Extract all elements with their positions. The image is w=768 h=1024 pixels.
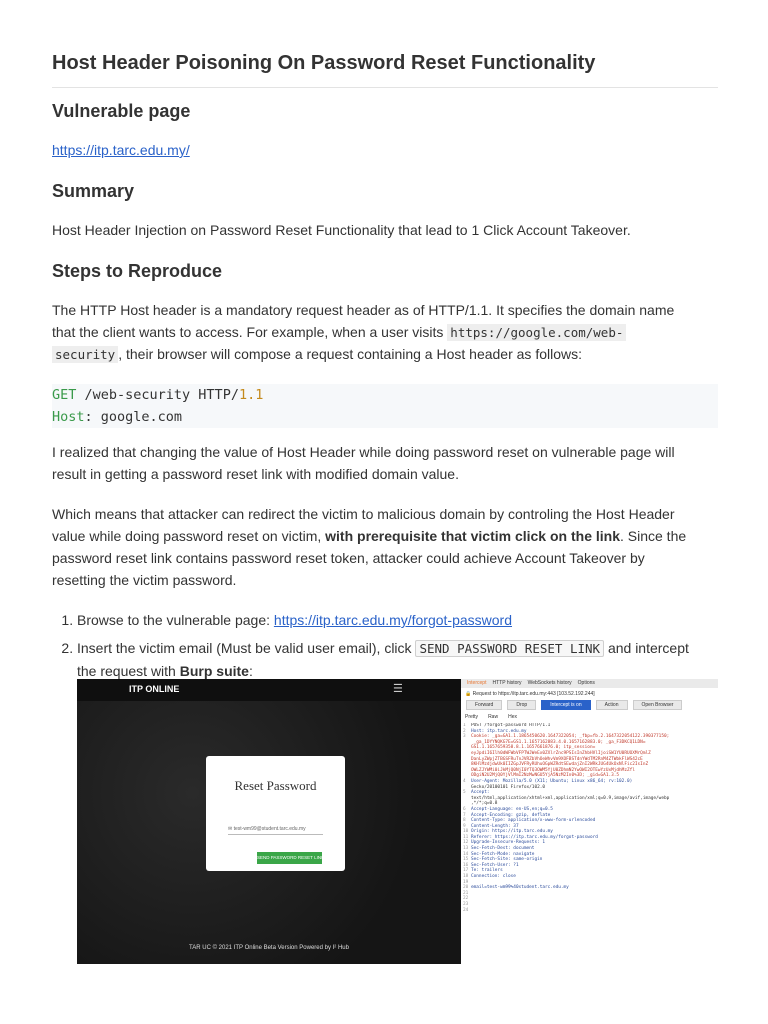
request-line-text: DanLyZWpjZTBGSFRuTnJVRZbVhOeWhvVm9XOFBSTdnYWdTM2RnM4ZTWbkFlWS42cE xyxy=(471,756,643,762)
itp-reset-page xyxy=(77,679,461,964)
request-line-text: 8KHlMzdjdwUk0IIZGpJVFRyRUhuOGpWZRdtSEwdajZnI2WRkJUG4UkOxNlFic2IsInZ xyxy=(471,762,649,768)
line-number: 3 xyxy=(463,734,466,740)
request-line-text: Referer: https://itp.tarc.edu.my/forgot-password xyxy=(471,834,598,840)
steps-p1-line1: The HTTP Host header is a mandatory request header as of HTTP/1.1. It specifies the domain name xyxy=(52,302,675,318)
code-block xyxy=(52,384,718,428)
email-field[interactable] xyxy=(228,826,323,835)
burp-panel xyxy=(461,679,718,964)
burp-control-button[interactable]: Open Browser xyxy=(633,700,683,710)
reset-card xyxy=(206,756,345,871)
request-line-text: GS1.1.1657659358.8.1.1657661876.0; itp_session= xyxy=(471,745,596,751)
burp-request-body xyxy=(463,723,715,913)
line-number: 16 xyxy=(463,862,469,868)
lock-icon: 🔒 xyxy=(465,691,472,697)
inline-code-url: https://google.com/web- xyxy=(447,324,626,341)
burp-view-tab[interactable]: Hex xyxy=(508,714,517,720)
line-number: 21 xyxy=(463,890,469,896)
line-number: 15 xyxy=(463,857,469,863)
request-line-text: Content-Type: application/x-www-form-urlencoded xyxy=(471,818,596,824)
list-item-text-3: the request with xyxy=(77,663,180,679)
itp-footer: TAR UC © 2021 ITP Online Beta Version Powered by I² Hub xyxy=(189,945,349,951)
request-line-text: _ga_1DYYNQKG7E=GS1.1.1657162883.4.0.1657162883.0; _ga_F3DKCQ1LDN= xyxy=(471,739,646,745)
request-line-text: OWLZJYWMi0iJkMjQ0NjI0YTQ3OWM5YjU0ZDhmN2YwOWI2OTEwYzUxMjdhMzZfl xyxy=(471,767,635,773)
steps-p2-line2: result in getting a password reset link with modified domain value. xyxy=(52,466,459,482)
page-title: Host Header Poisoning On Password Reset Functionality xyxy=(52,52,596,74)
mail-icon: ✉ xyxy=(228,826,233,832)
burp-control-button[interactable]: Drop xyxy=(507,700,536,710)
line-number: 20 xyxy=(463,885,469,891)
request-line-text: Te: trailers xyxy=(471,868,503,874)
list-item-colon: : xyxy=(248,663,253,679)
steps-p3-line2 xyxy=(52,525,686,547)
line-number: 11 xyxy=(463,834,469,840)
burp-view-tab[interactable]: Raw xyxy=(488,714,499,720)
burp-control-button[interactable]: Forward xyxy=(466,700,502,710)
line-number: 5 xyxy=(463,790,466,796)
burp-control-button[interactable]: Action xyxy=(596,700,628,710)
burp-view-tabs xyxy=(465,714,527,720)
line-number: 10 xyxy=(463,829,469,835)
line-number: 6 xyxy=(463,806,466,812)
inline-code-button-label: SEND PASSWORD RESET LINK xyxy=(415,640,604,657)
steps-p3-text: value while doing password reset on victim, xyxy=(52,528,322,544)
code-version: 1.1 xyxy=(238,387,264,403)
line-number: 9 xyxy=(463,823,466,829)
code-host-key: Host xyxy=(52,409,85,425)
steps-p1-line2 xyxy=(52,321,626,344)
email-value: test-wm99@student.tarc.edu.my xyxy=(233,826,306,832)
line-number: 1 xyxy=(463,723,466,728)
list-item xyxy=(77,609,718,631)
steps-p2-line1: I realized that changing the value of Host Header while doing password reset on vulnerable page will xyxy=(52,444,675,460)
steps-p3-bold: with prerequisite that victim click on the link xyxy=(325,528,620,544)
burp-tab[interactable]: Options xyxy=(577,680,595,686)
steps-p3-line1: Which means that attacker can redirect the victim to malicious domain by controling the Host Header xyxy=(52,506,675,522)
request-line-text: Upgrade-Insecure-Requests: 1 xyxy=(471,840,546,846)
steps-p3-line4: resetting the victim password. xyxy=(52,572,237,588)
request-line-text: eyJpdiI6Ilh0dWFWbVFPTWJWeEx0ZXlrZnc9PSIsInZhbHVlIjoiSW1YU0RUOXMrQmlZ xyxy=(471,750,651,756)
burp-tab[interactable]: WebSockets history xyxy=(527,680,572,686)
line-number: 7 xyxy=(463,812,466,818)
request-line-text: Cookie: _ga=GA1.1.1865450620.1647322054; _fbp=fb.2.1647322054122.390377150; xyxy=(471,734,670,740)
burp-view-tab[interactable]: Pretty xyxy=(465,714,479,720)
line-number: 22 xyxy=(463,896,469,902)
steps-p3-line3: password reset link contains password reset token, attacker could achieve Account Takeover by xyxy=(52,550,645,566)
code-host-value: : google.com xyxy=(84,409,183,425)
vulnerable-heading: Vulnerable page xyxy=(52,101,191,121)
request-line-text: ODgiN2U2MjQ0YjVlMmI2NzMwNGU5YjA5NzM2In0%3D; _gid=GA1.3.5 xyxy=(471,773,620,779)
request-line-text: Host: itp.tarc.edu.my xyxy=(471,728,527,734)
vulnerable-link[interactable]: https://itp.tarc.edu.my/ xyxy=(52,142,190,158)
request-line-text: Sec-Fetch-Dest: document xyxy=(471,846,535,852)
burp-suite-bold: Burp suite xyxy=(179,663,249,679)
line-number: 19 xyxy=(463,879,469,885)
request-line-text: text/html,application/xhtml+xml,application/xml;q=0.9,image/avif,image/webp xyxy=(471,795,670,801)
code-method: GET xyxy=(52,387,77,403)
steps-list xyxy=(52,609,718,688)
code-path: /web-security HTTP/ xyxy=(76,387,239,403)
burp-control-button[interactable]: Intercept is on xyxy=(541,700,590,710)
request-line-text: Gecko/20100101 Firefox/102.0 xyxy=(471,784,546,790)
line-number: 17 xyxy=(463,868,469,874)
code-line-2 xyxy=(52,406,718,428)
reset-card-title: Reset Password xyxy=(234,778,317,793)
steps-p3-text-2: . Since the xyxy=(619,528,687,544)
title-divider xyxy=(52,87,718,88)
itp-brand: ITP ONLINE xyxy=(129,684,180,694)
list-item-text: Browse to the vulnerable page: xyxy=(77,612,274,628)
list-item xyxy=(77,637,718,682)
request-line-text: Sec-Fetch-Mode: navigate xyxy=(471,851,535,857)
summary-heading: Summary xyxy=(52,181,135,201)
request-line-text: Accept-Language: en-US,en;q=0.5 xyxy=(471,806,553,812)
line-number: 12 xyxy=(463,840,469,846)
request-line-text: User-Agent: Mozilla/5.0 (X11; Ubuntu; Linux x86_64; rv:102.0) xyxy=(471,778,633,784)
request-line-text: Accept-Encoding: gzip, deflate xyxy=(471,812,551,818)
code-line-1 xyxy=(52,384,718,406)
burp-screenshot xyxy=(77,679,718,964)
hamburger-icon[interactable]: ☰ xyxy=(393,683,403,695)
burp-controls xyxy=(461,700,718,709)
line-number: 8 xyxy=(463,818,466,824)
request-line-text: Accept: xyxy=(471,790,490,796)
line-number: 24 xyxy=(463,907,469,913)
request-line-text: Origin: https://itp.tarc.edu.my xyxy=(471,829,553,835)
request-line xyxy=(463,908,715,914)
line-number: 4 xyxy=(463,778,466,784)
summary-text: Host Header Injection on Password Reset Functionality that lead to 1 Click Account Takeover. xyxy=(52,222,631,238)
burp-request-target xyxy=(465,691,595,697)
burp-tabs xyxy=(461,679,718,688)
forgot-password-link[interactable]: https://itp.tarc.edu.my/forgot-password xyxy=(273,612,513,628)
request-line-text: email=test-wm99%40student.tarc.edu.my xyxy=(471,885,569,891)
line-number: 14 xyxy=(463,851,469,857)
line-number: 2 xyxy=(463,728,466,734)
list-item-text-2: and intercept xyxy=(604,640,689,656)
request-line-text: ,*/*;q=0.8 xyxy=(471,801,498,807)
steps-p1-line3 xyxy=(52,343,582,366)
request-line-text: Sec-Fetch-User: ?1 xyxy=(471,862,519,868)
request-line-text: Connection: close xyxy=(471,874,516,880)
inline-code-url-cont: security xyxy=(52,346,118,363)
send-reset-link-button[interactable]: SEND PASSWORD RESET LINK xyxy=(257,852,322,864)
request-line-text: POST /forgot-password HTTP/1.1 xyxy=(471,723,551,728)
steps-p1-text-end: , their browser will compose a request containing a Host header as follows: xyxy=(118,346,583,362)
line-number: 18 xyxy=(463,874,469,880)
itp-topbar xyxy=(77,679,461,701)
burp-tab[interactable]: Intercept xyxy=(467,680,487,686)
steps-p1-text: that the client wants to access. For example, when a user visits xyxy=(52,324,444,340)
line-number: 23 xyxy=(463,902,469,907)
list-item-text: Insert the victim email (Must be valid user email), click xyxy=(77,640,416,656)
burp-request-text: Request to https://itp.tarc.edu.my:443 [103.52.192.244] xyxy=(472,691,595,697)
steps-heading: Steps to Reproduce xyxy=(52,261,223,281)
line-number: 13 xyxy=(463,846,469,852)
burp-tab[interactable]: HTTP history xyxy=(492,680,522,686)
request-line-text: Sec-Fetch-Site: same-origin xyxy=(471,857,543,863)
request-line-text: Content-Length: 37 xyxy=(471,823,519,829)
